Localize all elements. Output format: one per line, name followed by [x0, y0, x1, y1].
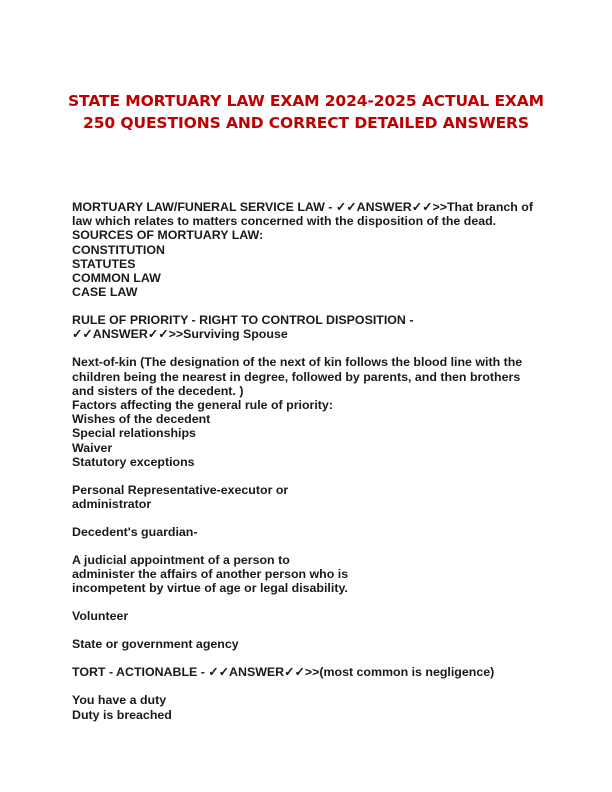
- paragraph: [72, 483, 542, 511]
- text-line: COMMON LAW: [72, 271, 161, 286]
- text-line: Duty is breached: [72, 707, 172, 722]
- text-line: Waiver: [72, 440, 113, 455]
- text-line: A judicial appointment of a person to: [72, 553, 290, 568]
- document-title: [40, 90, 572, 134]
- text-line: administrator: [72, 497, 152, 512]
- text-line: administer the affairs of another person who is: [72, 567, 349, 582]
- text-line: incompetent by virtue of age or legal disability.: [72, 581, 348, 596]
- text-line: law which relates to matters concerned with the disposition of the dead.: [72, 214, 497, 229]
- text-line: Factors affecting the general rule of priority:: [72, 398, 333, 413]
- paragraph: [72, 313, 542, 341]
- text-line: Decedent's guardian-: [72, 525, 198, 540]
- text-line: Special relationships: [72, 426, 196, 441]
- text-line: ✓✓ANSWER✓✓>>Surviving Spouse: [72, 327, 288, 342]
- text-line: children being the nearest in degree, followed by parents, and then brothers: [72, 369, 521, 384]
- paragraph: [72, 525, 542, 539]
- paragraph: [72, 637, 542, 651]
- text-line: Next-of-kin (The designation of the next of kin follows the blood line with the: [72, 355, 523, 370]
- text-line: MORTUARY LAW/FUNERAL SERVICE LAW - ✓✓ANSWER✓✓>>That branch of: [72, 200, 533, 214]
- title-line-1: STATE MORTUARY LAW EXAM 2024-2025 ACTUAL EXAM: [67, 92, 545, 110]
- text-line: RULE OF PRIORITY - RIGHT TO CONTROL DISPOSITION -: [72, 313, 414, 328]
- paragraph: [72, 553, 542, 596]
- text-line: SOURCES OF MORTUARY LAW:: [72, 228, 264, 243]
- text-line: Wishes of the decedent: [72, 412, 211, 427]
- document-body: [72, 200, 542, 736]
- title-line-2: 250 QUESTIONS AND CORRECT DETAILED ANSWERS: [83, 114, 529, 132]
- text-line: and sisters of the decedent. ): [72, 383, 244, 398]
- text-line: Volunteer: [72, 609, 129, 624]
- text-line: TORT - ACTIONABLE - ✓✓ANSWER✓✓>>(most common is negligence): [72, 665, 495, 680]
- text-line: Personal Representative-executor or: [72, 482, 289, 497]
- paragraph: [72, 355, 542, 469]
- text-line: CASE LAW: [72, 285, 138, 300]
- paragraph: [72, 665, 542, 679]
- paragraph: [72, 609, 542, 623]
- text-line: Statutory exceptions: [72, 454, 195, 469]
- paragraph: [72, 200, 542, 299]
- text-line: You have a duty: [72, 693, 167, 708]
- text-line: State or government agency: [72, 637, 239, 652]
- text-line: CONSTITUTION: [72, 242, 165, 257]
- paragraph: [72, 693, 542, 721]
- text-line: STATUTES: [72, 256, 136, 271]
